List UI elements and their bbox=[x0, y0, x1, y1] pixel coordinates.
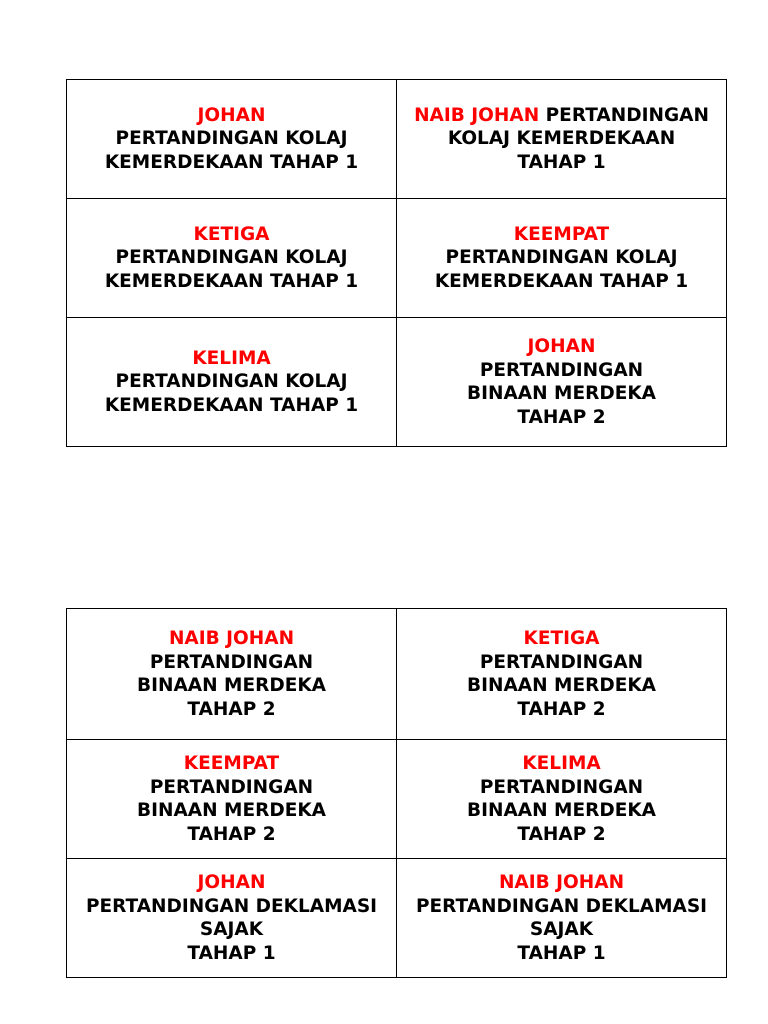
rank-label: KEEMPAT bbox=[513, 223, 610, 245]
certificate-cell bbox=[67, 609, 397, 740]
table-row bbox=[67, 740, 727, 859]
certificate-cell bbox=[67, 199, 397, 318]
certificate-table-2 bbox=[66, 608, 727, 978]
rank-label: KEEMPAT bbox=[183, 753, 280, 774]
certificate-cell bbox=[67, 80, 397, 199]
event-line: SAJAK bbox=[199, 919, 264, 940]
event-line: PERTANDINGAN KOLAJ bbox=[115, 247, 348, 269]
event-line: BINAAN MERDEKA bbox=[137, 800, 326, 821]
event-line: PERTANDINGAN DEKLAMASI bbox=[415, 895, 708, 917]
rank-label: NAIB JOHAN bbox=[414, 104, 540, 126]
event-line: TAHAP 1 bbox=[187, 942, 276, 964]
certificate-cell bbox=[397, 318, 727, 447]
event-line: BINAAN MERDEKA bbox=[137, 675, 326, 696]
event-line: KEMERDEKAAN TAHAP 1 bbox=[434, 270, 689, 292]
event-line: BINAAN MERDEKA bbox=[467, 800, 656, 821]
event-line: PERTANDINGAN KOLAJ bbox=[445, 247, 678, 269]
table-row bbox=[67, 318, 727, 447]
certificate-cell bbox=[67, 859, 397, 978]
rank-label: KETIGA bbox=[523, 628, 600, 649]
rank-label: KELIMA bbox=[522, 753, 601, 774]
event-line: KEMERDEKAAN TAHAP 1 bbox=[104, 151, 359, 173]
rank-label: JOHAN bbox=[197, 104, 266, 126]
event-line: BINAAN MERDEKA bbox=[467, 383, 656, 404]
event-line: TAHAP 2 bbox=[187, 698, 276, 720]
event-line: TAHAP 1 bbox=[517, 942, 606, 964]
certificate-cell bbox=[67, 740, 397, 859]
event-line: PERTANDINGAN KOLAJ bbox=[115, 371, 348, 393]
event-line: TAHAP 2 bbox=[517, 698, 606, 720]
table-row bbox=[67, 609, 727, 740]
event-line: TAHAP 2 bbox=[517, 823, 606, 845]
event-line: PERTANDINGAN bbox=[479, 359, 644, 381]
event-line: KEMERDEKAAN TAHAP 1 bbox=[104, 394, 359, 416]
certificate-cell bbox=[397, 199, 727, 318]
event-line: BINAAN MERDEKA bbox=[467, 675, 656, 696]
rank-label: NAIB JOHAN bbox=[168, 628, 295, 649]
certificate-cell bbox=[397, 740, 727, 859]
event-line: PERTANDINGAN KOLAJ bbox=[115, 128, 348, 150]
event-line: PERTANDINGAN DEKLAMASI bbox=[85, 895, 378, 917]
certificate-cell bbox=[397, 80, 727, 199]
event-line: PERTANDINGAN bbox=[149, 776, 314, 798]
rank-label: NAIB JOHAN bbox=[498, 872, 625, 893]
event-line: TAHAP 2 bbox=[517, 406, 606, 428]
certificate-cell bbox=[397, 609, 727, 740]
event-line: KEMERDEKAAN TAHAP 1 bbox=[104, 270, 359, 292]
table-row bbox=[67, 859, 727, 978]
event-line: PERTANDINGAN bbox=[149, 651, 314, 673]
event-line: KOLAJ KEMERDEKAAN bbox=[447, 128, 676, 150]
certificate-table-1 bbox=[66, 79, 727, 447]
event-line: TAHAP 2 bbox=[187, 823, 276, 845]
certificate-cell bbox=[397, 859, 727, 978]
rank-label: JOHAN bbox=[527, 336, 596, 357]
certificate-cell bbox=[67, 318, 397, 447]
table-row bbox=[67, 80, 727, 199]
event-line: PERTANDINGAN bbox=[479, 651, 644, 673]
rank-line bbox=[401, 104, 722, 128]
event-line: SAJAK bbox=[529, 919, 594, 940]
table-row bbox=[67, 199, 727, 318]
rank-label: KETIGA bbox=[193, 223, 270, 245]
event-line: PERTANDINGAN bbox=[539, 104, 709, 126]
event-line: PERTANDINGAN bbox=[479, 776, 644, 798]
rank-label: JOHAN bbox=[197, 872, 266, 893]
rank-label: KELIMA bbox=[192, 347, 271, 369]
event-line: TAHAP 1 bbox=[517, 151, 606, 173]
